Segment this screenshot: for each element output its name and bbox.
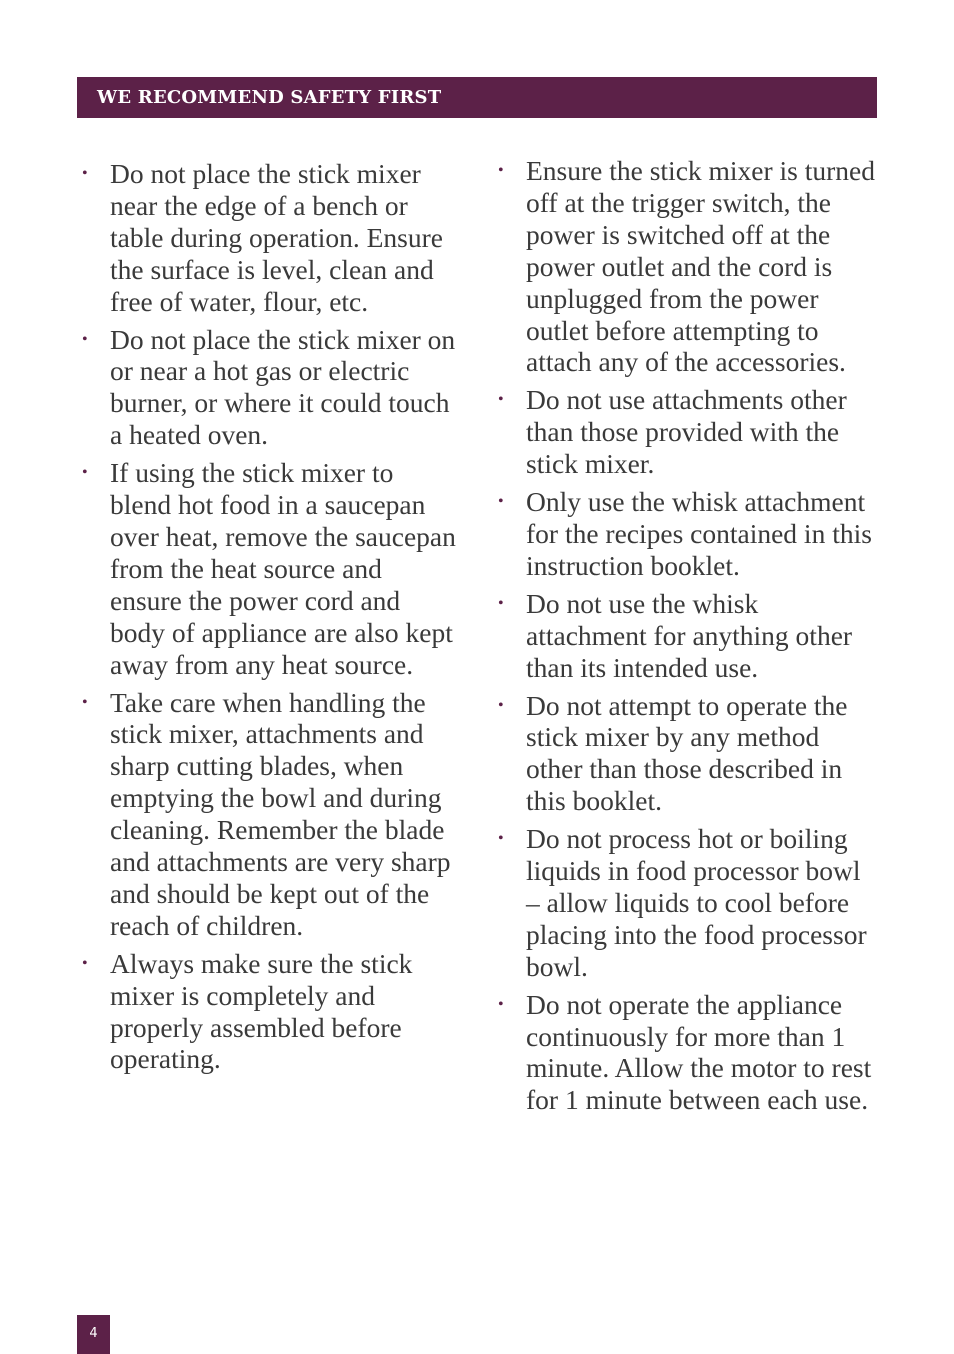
list-item-text: Only use the whisk attachment for the recipes contained in this instruction booklet. <box>526 486 872 581</box>
list-item-text: Do not attempt to operate the stick mixer by any method other than those described in this booklet. <box>526 689 848 817</box>
list-item-text: Do not place the stick mixer near the edge of a bench or table during operation. Ensure the surface is level, clean and free of water, flour, etc. <box>110 158 443 317</box>
bullet-icon: • <box>82 464 88 482</box>
list-item <box>494 823 879 983</box>
safety-list-right <box>494 155 879 1122</box>
list-item-text: Do not process hot or boiling liquids in food processor bowl – allow liquids to cool before placing into the food processor bowl. <box>526 823 867 982</box>
list-item-text: Do not place the stick mixer on or near a hot gas or electric burner, or where it could touch a heated oven. <box>110 323 456 451</box>
list-item-text: Do not use the whisk attachment for anything other than its intended use. <box>526 587 853 683</box>
list-item <box>494 155 879 378</box>
list-item <box>494 989 879 1117</box>
bullet-icon: • <box>82 693 88 711</box>
list-item-text: Always make sure the stick mixer is completely and properly assembled before operating. <box>110 947 413 1075</box>
bullet-icon: • <box>498 594 504 612</box>
bullet-icon: • <box>82 165 88 182</box>
list-item-text: Do not use attachments other than those provided with the stick mixer. <box>526 384 847 480</box>
list-item-text: If using the stick mixer to blend hot food in a saucepan over heat, remove the saucepan from the heat source and ensure the power cord and body of appliance are also kept away from any heat source. <box>110 457 456 680</box>
list-item <box>494 690 879 818</box>
list-item <box>494 486 879 582</box>
list-item-text: Do not operate the appliance continuously for more than 1 minute. Allow the motor to rest for 1 minute between each use. <box>526 988 872 1116</box>
bullet-icon: • <box>82 330 88 348</box>
list-item-text: Ensure the stick mixer is turned off at the trigger switch, the power is switched off at the power outlet and the cord is unplugged from the power outlet before attempting to attach any of the accessories. <box>526 155 876 378</box>
bullet-icon: • <box>82 954 88 972</box>
page-number: 4 <box>89 1326 98 1341</box>
section-header <box>77 77 877 118</box>
list-item <box>78 158 458 318</box>
list-item <box>494 384 879 480</box>
list-item <box>78 687 458 942</box>
bullet-icon: • <box>498 391 504 409</box>
list-item <box>78 948 458 1076</box>
list-item <box>494 588 879 684</box>
list-item-text: Take care when handling the stick mixer, attachments and sharp cutting blades, when emptying the bowl and during cleaning. Remember the blade and attachments are very sharp and should be kept out of the reach of children. <box>110 686 451 941</box>
page-number-box <box>77 1315 110 1354</box>
safety-list-left <box>78 158 458 1081</box>
bullet-icon: • <box>498 830 504 848</box>
section-title: WE RECOMMEND SAFETY FIRST <box>97 87 442 108</box>
bullet-icon: • <box>498 995 504 1013</box>
bullet-icon: • <box>498 493 504 511</box>
bullet-icon: • <box>498 162 504 179</box>
list-item <box>78 457 458 680</box>
bullet-icon: • <box>498 696 504 714</box>
list-item <box>78 324 458 452</box>
